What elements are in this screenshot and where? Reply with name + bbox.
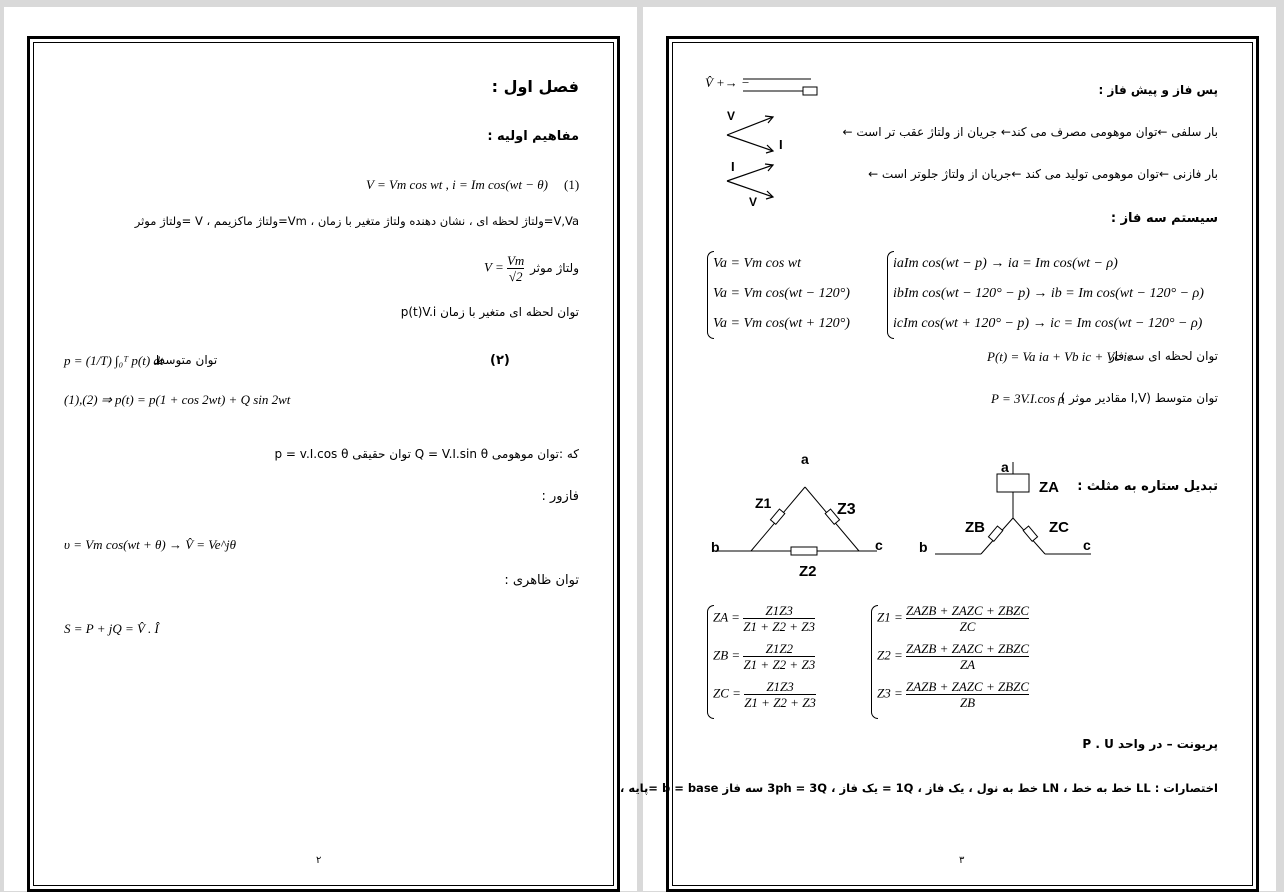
apparent-equation: S = P + jQ = V̂ . Î <box>64 621 159 636</box>
eq2-number: (۲) <box>490 353 510 368</box>
inst-3ph-equation: P(t) = Va ia + Vb ic + Vc ic <box>987 349 1133 364</box>
apparent-heading: توان ظاهری : <box>504 573 579 588</box>
rms-numerator: Vm <box>506 253 525 268</box>
star-label-c: c <box>1083 537 1091 553</box>
delta-eq-2: Z2 = ZAZB + ZAZC + ZBZC ZA <box>877 641 1030 672</box>
delta-equations <box>877 603 1029 717</box>
capacitive-load-line: بار فازنی ←توان موهومی تولید می کند ←جریان از ولتاژ جلوتر است ← <box>868 167 1218 181</box>
delta-label-z3: Z3 <box>837 501 856 518</box>
delta-label-b: b <box>711 539 720 555</box>
avg-power-label: توان متوسط <box>154 353 218 367</box>
phasor-equation: υ = Vm cos(wt + θ) → V̂ = Ve^jθ <box>64 537 236 552</box>
voltage-eq-b: Va = Vm cos(wt − 120°) <box>713 286 850 301</box>
basics-heading: مفاهیم اولیه : <box>487 129 579 144</box>
delta-eq-1: Z1 = ZAZB + ZAZC + ZBZC ZC <box>877 603 1030 634</box>
star-label-zc: ZC <box>1049 519 1069 536</box>
current-eq-a: iaIm cos(wt − p) → ia = Im cos(wt − ρ) <box>893 256 1118 271</box>
star-eq-b: ZB = $\frac{Z1Z2}{Z1 + Z2 + Z3}$ <box>713 641 816 672</box>
voltage-eq-c: Va = Vm cos(wt + 120°) <box>713 316 850 331</box>
left-page <box>4 7 637 891</box>
phasor-i1-label: I <box>779 137 783 152</box>
phasor-i2-label: I <box>731 159 735 174</box>
rms-label: ولتاژ موثر <box>530 261 579 275</box>
voltage-equations <box>713 249 850 339</box>
delta-label-c: c <box>875 537 883 553</box>
delta-label-z1: Z1 <box>755 495 772 511</box>
pu-heading: پریونت – در واحد P . U <box>1082 737 1218 751</box>
chapter-title: فصل اول : <box>491 77 579 96</box>
right-page <box>620 7 1276 891</box>
page-number: ۲ <box>316 855 322 866</box>
phasor-v1-label: V <box>727 109 736 123</box>
delta-label-a: a <box>801 451 809 467</box>
star-label-b: b <box>919 539 928 555</box>
phasor-v2-label: V <box>749 195 758 209</box>
power-definitions: که :توان موهومی Q = V.I.sin θ توان حقیقی p = v.I.cos θ <box>274 447 579 461</box>
three-phase-heading: سیستم سه فاز : <box>1110 211 1218 226</box>
avg-3ph-text: توان متوسط (I,V مقادیر موثر ) <box>1060 391 1218 405</box>
delta-label-z2: Z2 <box>799 563 817 580</box>
delta-eq-3: Z3 = ZAZB + ZAZC + ZBZC ZB <box>877 679 1030 710</box>
rms-formula <box>484 253 524 284</box>
lag-lead-line <box>741 77 821 97</box>
eq1: V = Vm cos wt , i = Im cos(wt − θ) <box>366 177 548 192</box>
star-eq-c: ZC = $\frac{Z1Z3}{Z1 + Z2 + Z3}$ <box>713 679 816 710</box>
star-network-diagram <box>933 462 1103 562</box>
star-label-zb: ZB <box>965 519 985 536</box>
avg-3ph-equation: P = 3V.I.cos ρ <box>991 391 1065 406</box>
star-equations <box>713 603 816 717</box>
delta-network-diagram <box>713 467 893 577</box>
phasor-heading: فازور : <box>541 489 579 504</box>
star-eq-a: ZA = $\frac{Z1Z3}{Z1 + Z2 + Z3}$ <box>713 603 815 634</box>
abbreviations-line: اختصارات : LL خط به خط ، LN خط به نول ، یک فاز ، 1Q = یک فاز ، 3ph = 3Q سه فاز b = base =پایه ، <box>620 781 1218 795</box>
lag-lead-heading: پس فاز و پیش فاز : <box>1098 83 1218 97</box>
rms-denominator: √2 <box>508 269 523 284</box>
page-border <box>27 36 620 892</box>
inductive-load-line: بار سلفی ←توان موهومی مصرف می کند← جریان از ولتاژ عقب تر است ← <box>842 125 1218 139</box>
eq1-number: (1) <box>564 177 580 192</box>
inst-power-text: توان لحظه ای متغیر با زمان p(t)V.i <box>400 305 579 319</box>
avg-power-formula: p = (1/T) ∫₀ᵀ p(t) dt <box>64 353 164 368</box>
derived-equation: (1),(2) ⇒ p(t) = p(1 + cos 2wt) + Q sin 2wt <box>64 392 291 407</box>
current-equations <box>893 249 1204 339</box>
definitions-line: V,Va=ولتاژ لحظه ای ، نشان دهنده ولتاژ متغیر با زمان ، Vm=ولتاژ ماکزیمم ، V =ولتاژ موثر <box>134 214 579 228</box>
voltage-eq-a: Va = Vm cos wt <box>713 256 801 271</box>
inst-3ph-text: توان لحظه ای سه فاز <box>1108 349 1218 363</box>
star-label-a: a <box>1001 459 1009 475</box>
star-delta-heading: تبدیل ستاره به مثلث : <box>1077 479 1218 494</box>
current-eq-b: ibIm cos(wt − 120° − p) → ib = Im cos(wt − 120° − ρ) <box>893 286 1204 301</box>
rms-lhs: V = <box>484 259 504 275</box>
star-label-za: ZA <box>1039 479 1059 496</box>
current-eq-c: icIm cos(wt + 120° − p) → ic = Im cos(wt − 120° − ρ) <box>893 316 1203 331</box>
page-number: ۳ <box>959 855 965 866</box>
vhat-symbol: V̂ +→ − <box>705 75 750 90</box>
